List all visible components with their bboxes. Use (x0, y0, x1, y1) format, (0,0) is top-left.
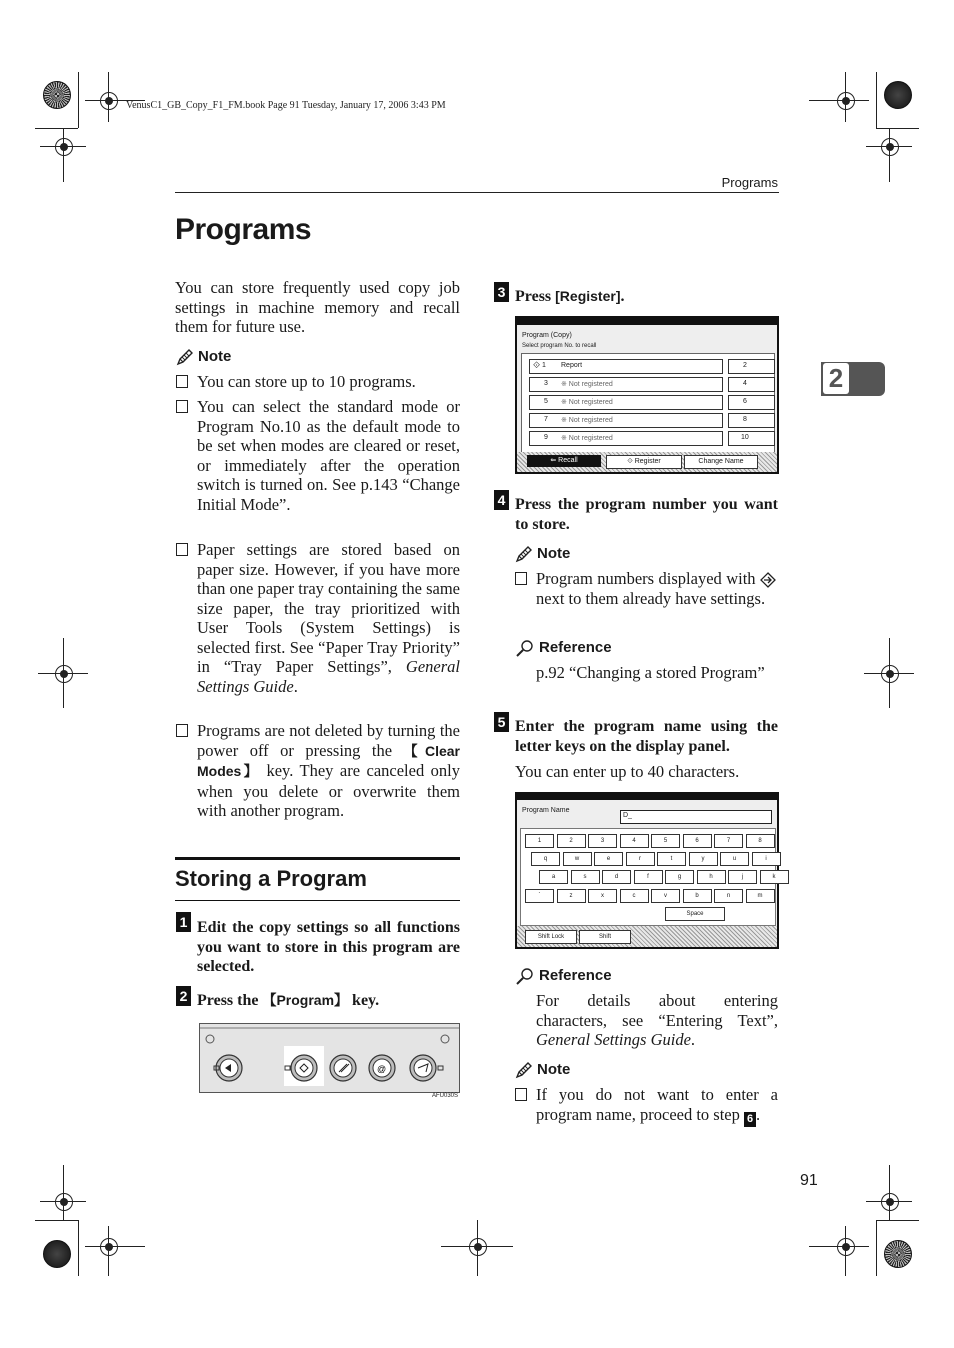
screen-title: Program (Copy) (522, 332, 572, 339)
reference-heading (515, 639, 612, 657)
note-label: Note (198, 348, 232, 365)
change-name-button[interactable]: Change Name (684, 455, 758, 469)
registered-program-icon (760, 572, 778, 588)
program-row-number: 3 (544, 380, 548, 387)
step-text: Edit the copy settings so all functions you want to store in this program are selected. (197, 919, 460, 975)
header-rule (175, 192, 779, 193)
step-number: 5 (494, 712, 509, 732)
step-text: Press [Register]. (515, 288, 625, 305)
reference-label: Reference (539, 967, 612, 984)
recall-button[interactable]: ⇐ Recall (527, 455, 601, 467)
keyboard-key[interactable]: c (620, 889, 649, 903)
step-number: 1 (176, 912, 191, 932)
keyboard-key[interactable]: 5 (651, 834, 680, 848)
program-row-label: ※ Not registered (561, 381, 613, 388)
keyboard-key[interactable]: 3 (588, 834, 617, 848)
step-text: Press the 【Program】 key. (197, 992, 380, 1009)
program-row-number: 6 (743, 398, 747, 405)
keyboard-key[interactable]: 6 (683, 834, 712, 848)
note-item-text: You can store up to 10 programs. (197, 372, 416, 391)
chapter-tab-number: 2 (823, 363, 849, 394)
clear-modes-key: 【Clear Modes】 (197, 742, 461, 779)
program-row-button[interactable] (529, 431, 723, 446)
checkbox-bullet-icon (515, 572, 527, 585)
keyboard-key[interactable]: m (746, 889, 775, 903)
program-row-button[interactable] (529, 413, 723, 428)
program-row-button-right[interactable] (728, 395, 775, 410)
space-key[interactable]: Space (665, 907, 725, 921)
figure-code: AFU030S (432, 1093, 459, 1099)
keyboard-key[interactable]: s (571, 870, 600, 884)
keyboard-key[interactable]: i (752, 852, 781, 866)
program-row-button-right[interactable] (728, 359, 775, 374)
section-subheading: Storing a Program (175, 866, 367, 891)
keyboard-key[interactable]: a (539, 870, 568, 884)
register-key-label: [Register] (555, 288, 621, 304)
program-row-number: 10 (741, 434, 749, 441)
reference-heading (515, 967, 612, 985)
keyboard-key[interactable]: j (728, 870, 757, 884)
guide-title: General Settings Guide (536, 1030, 691, 1049)
program-row-number: 5 (544, 398, 548, 405)
register-button[interactable]: ⟐ Register (606, 455, 682, 469)
keyboard-key[interactable]: k (760, 870, 789, 884)
page-number: 91 (800, 1172, 818, 1189)
program-row-label: ※ Not registered (561, 399, 613, 406)
screen-top-bar (517, 794, 777, 800)
reference-text: p.92 “Changing a stored Program” (536, 663, 765, 682)
screen-top-bar (517, 318, 777, 325)
keyboard-key[interactable]: 2 (557, 834, 586, 848)
note-heading (515, 1061, 570, 1079)
keyboard-key[interactable]: 4 (620, 834, 649, 848)
step-text: Press the program number you want to store. (515, 496, 778, 533)
step-number: 3 (494, 282, 509, 302)
running-header: Programs (721, 175, 778, 190)
screen-title: Program Name (522, 807, 570, 814)
note-item (197, 397, 460, 514)
keyboard-key[interactable]: 1 (525, 834, 554, 848)
checkbox-bullet-icon (176, 543, 188, 556)
note-item (197, 372, 460, 392)
keyboard-key[interactable]: h (697, 870, 726, 884)
screen-subtitle: Select program No. to recall (522, 343, 597, 349)
program-row-label: ※ Not registered (561, 417, 613, 424)
note-label: Note (537, 1061, 571, 1078)
control-panel-illustration (199, 1023, 460, 1093)
keyboard-key[interactable]: f (634, 870, 663, 884)
note-item-text-end: key. They are canceled only when you delete or overwrite them with another program. (197, 761, 460, 820)
shift-key[interactable]: Shift (579, 930, 631, 944)
program-row-button-right[interactable] (728, 377, 775, 392)
checkbox-bullet-icon (176, 400, 188, 413)
keyboard-key[interactable]: v (651, 889, 680, 903)
program-row-button[interactable] (529, 395, 723, 410)
guide-title: General Settings Guide (197, 657, 460, 696)
program-row-number: 8 (743, 416, 747, 423)
step-ref-badge: 6 (744, 1112, 756, 1127)
keyboard-key[interactable]: 8 (746, 834, 775, 848)
program-row-number: 2 (743, 362, 747, 369)
checkbox-bullet-icon (515, 1088, 527, 1101)
program-row-button[interactable] (529, 359, 723, 374)
subheading-rule-top (175, 857, 460, 860)
note-heading (176, 348, 231, 366)
note-item: Program numbers displayed with next to them already have settings. (536, 569, 778, 608)
keyboard-key[interactable]: 7 (714, 834, 743, 848)
program-row-label: Report (561, 362, 583, 369)
pencil-icon (515, 545, 533, 563)
step-body: You can enter up to 40 characters. (515, 762, 740, 781)
step-number: 2 (176, 986, 191, 1006)
note-item-text: Programs are not deleted by turning the power off or pressing the (197, 721, 460, 760)
shift-lock-key[interactable]: Shift Lock (525, 930, 577, 944)
program-row-button[interactable] (529, 377, 723, 392)
pencil-icon (515, 1061, 533, 1079)
control-panel-drawing (200, 1024, 459, 1092)
program-row-number: 4 (743, 380, 747, 387)
keyboard-key[interactable]: x (588, 889, 617, 903)
note-item: If you do not want to enter a program name, proceed to step 6 . (536, 1085, 778, 1127)
note-heading (515, 545, 570, 563)
program-row-number: 7 (544, 416, 548, 423)
note-item (197, 721, 460, 821)
program-row-button-right[interactable] (728, 431, 775, 446)
program-key-label: 【Program】 (262, 992, 349, 1008)
program-row-label: ※ Not registered (561, 435, 613, 442)
keyboard-key[interactable]: z (557, 889, 586, 903)
keyboard-key[interactable]: ` (525, 889, 554, 903)
keyboard-key[interactable]: y (689, 852, 718, 866)
keyboard-key[interactable]: b (683, 889, 712, 903)
step-text: Enter the program name using the letter keys on the display panel. (515, 718, 778, 755)
keyboard-key[interactable]: r (626, 852, 655, 866)
keyboard-key[interactable]: g (665, 870, 694, 884)
reference-text: For details about entering characters, see “Entering Text”, General Settings Guide. (536, 991, 778, 1049)
page-title: Programs (175, 213, 312, 246)
magnifier-icon (515, 639, 535, 657)
pencil-icon (176, 348, 194, 366)
note-item-text: Paper settings are stored based on paper size. However, if you have more than one paper tray containing the same size paper, the tray prioritized with User Tools (System Settings) is selected first. See “Paper Tray Priority” in “Tray Paper Settings”, (197, 540, 460, 676)
note-item: Paper settings are stored based on paper size. However, if you have more than one paper tray containing the same size paper, the tray prioritized with User Tools (System Settings) is selected first. See “Paper Tray Priority” in “Tray Paper Settings”, General Settings Guide. (197, 540, 460, 696)
keyboard-key[interactable]: q (531, 852, 560, 866)
program-row-number: 1 (542, 362, 546, 369)
keyboard-key[interactable]: u (720, 852, 749, 866)
keyboard-key[interactable]: e (594, 852, 623, 866)
registered-arrow-icon: ⟐ (533, 360, 541, 370)
reference-label: Reference (539, 639, 612, 656)
program-name-screen (515, 792, 779, 949)
program-row-number: 9 (544, 434, 548, 441)
keyboard-key[interactable]: w (563, 852, 592, 866)
subheading-rule-bottom (175, 900, 460, 901)
keyboard-key[interactable]: d (602, 870, 631, 884)
file-info: VenusC1_GB_Copy_F1_FM.book Page 91 Tuesday, January 17, 2006 3:43 PM (126, 100, 446, 111)
step-number: 4 (494, 490, 509, 510)
keyboard-key[interactable]: n (714, 889, 743, 903)
svg-text:@: @ (377, 1064, 387, 1074)
magnifier-icon (515, 967, 535, 985)
chapter-tab (821, 362, 885, 396)
program-row-button-right[interactable] (728, 413, 775, 428)
program-name-input[interactable]: D_ (620, 810, 772, 824)
intro-paragraph: You can store frequently used copy job settings in machine memory and recall them for future use. (175, 278, 460, 336)
checkbox-bullet-icon (176, 375, 188, 388)
program-select-screen (515, 316, 779, 474)
checkbox-bullet-icon (176, 724, 188, 737)
note-item-text: You can select the standard mode or Program No.10 as the default mode to be set when modes are cleared or reset, or immediately after the operation switch is turned on. See p.143 “Change Initial Mode”. (197, 397, 460, 514)
note-label: Note (537, 545, 571, 562)
keyboard-key[interactable]: t (657, 852, 686, 866)
